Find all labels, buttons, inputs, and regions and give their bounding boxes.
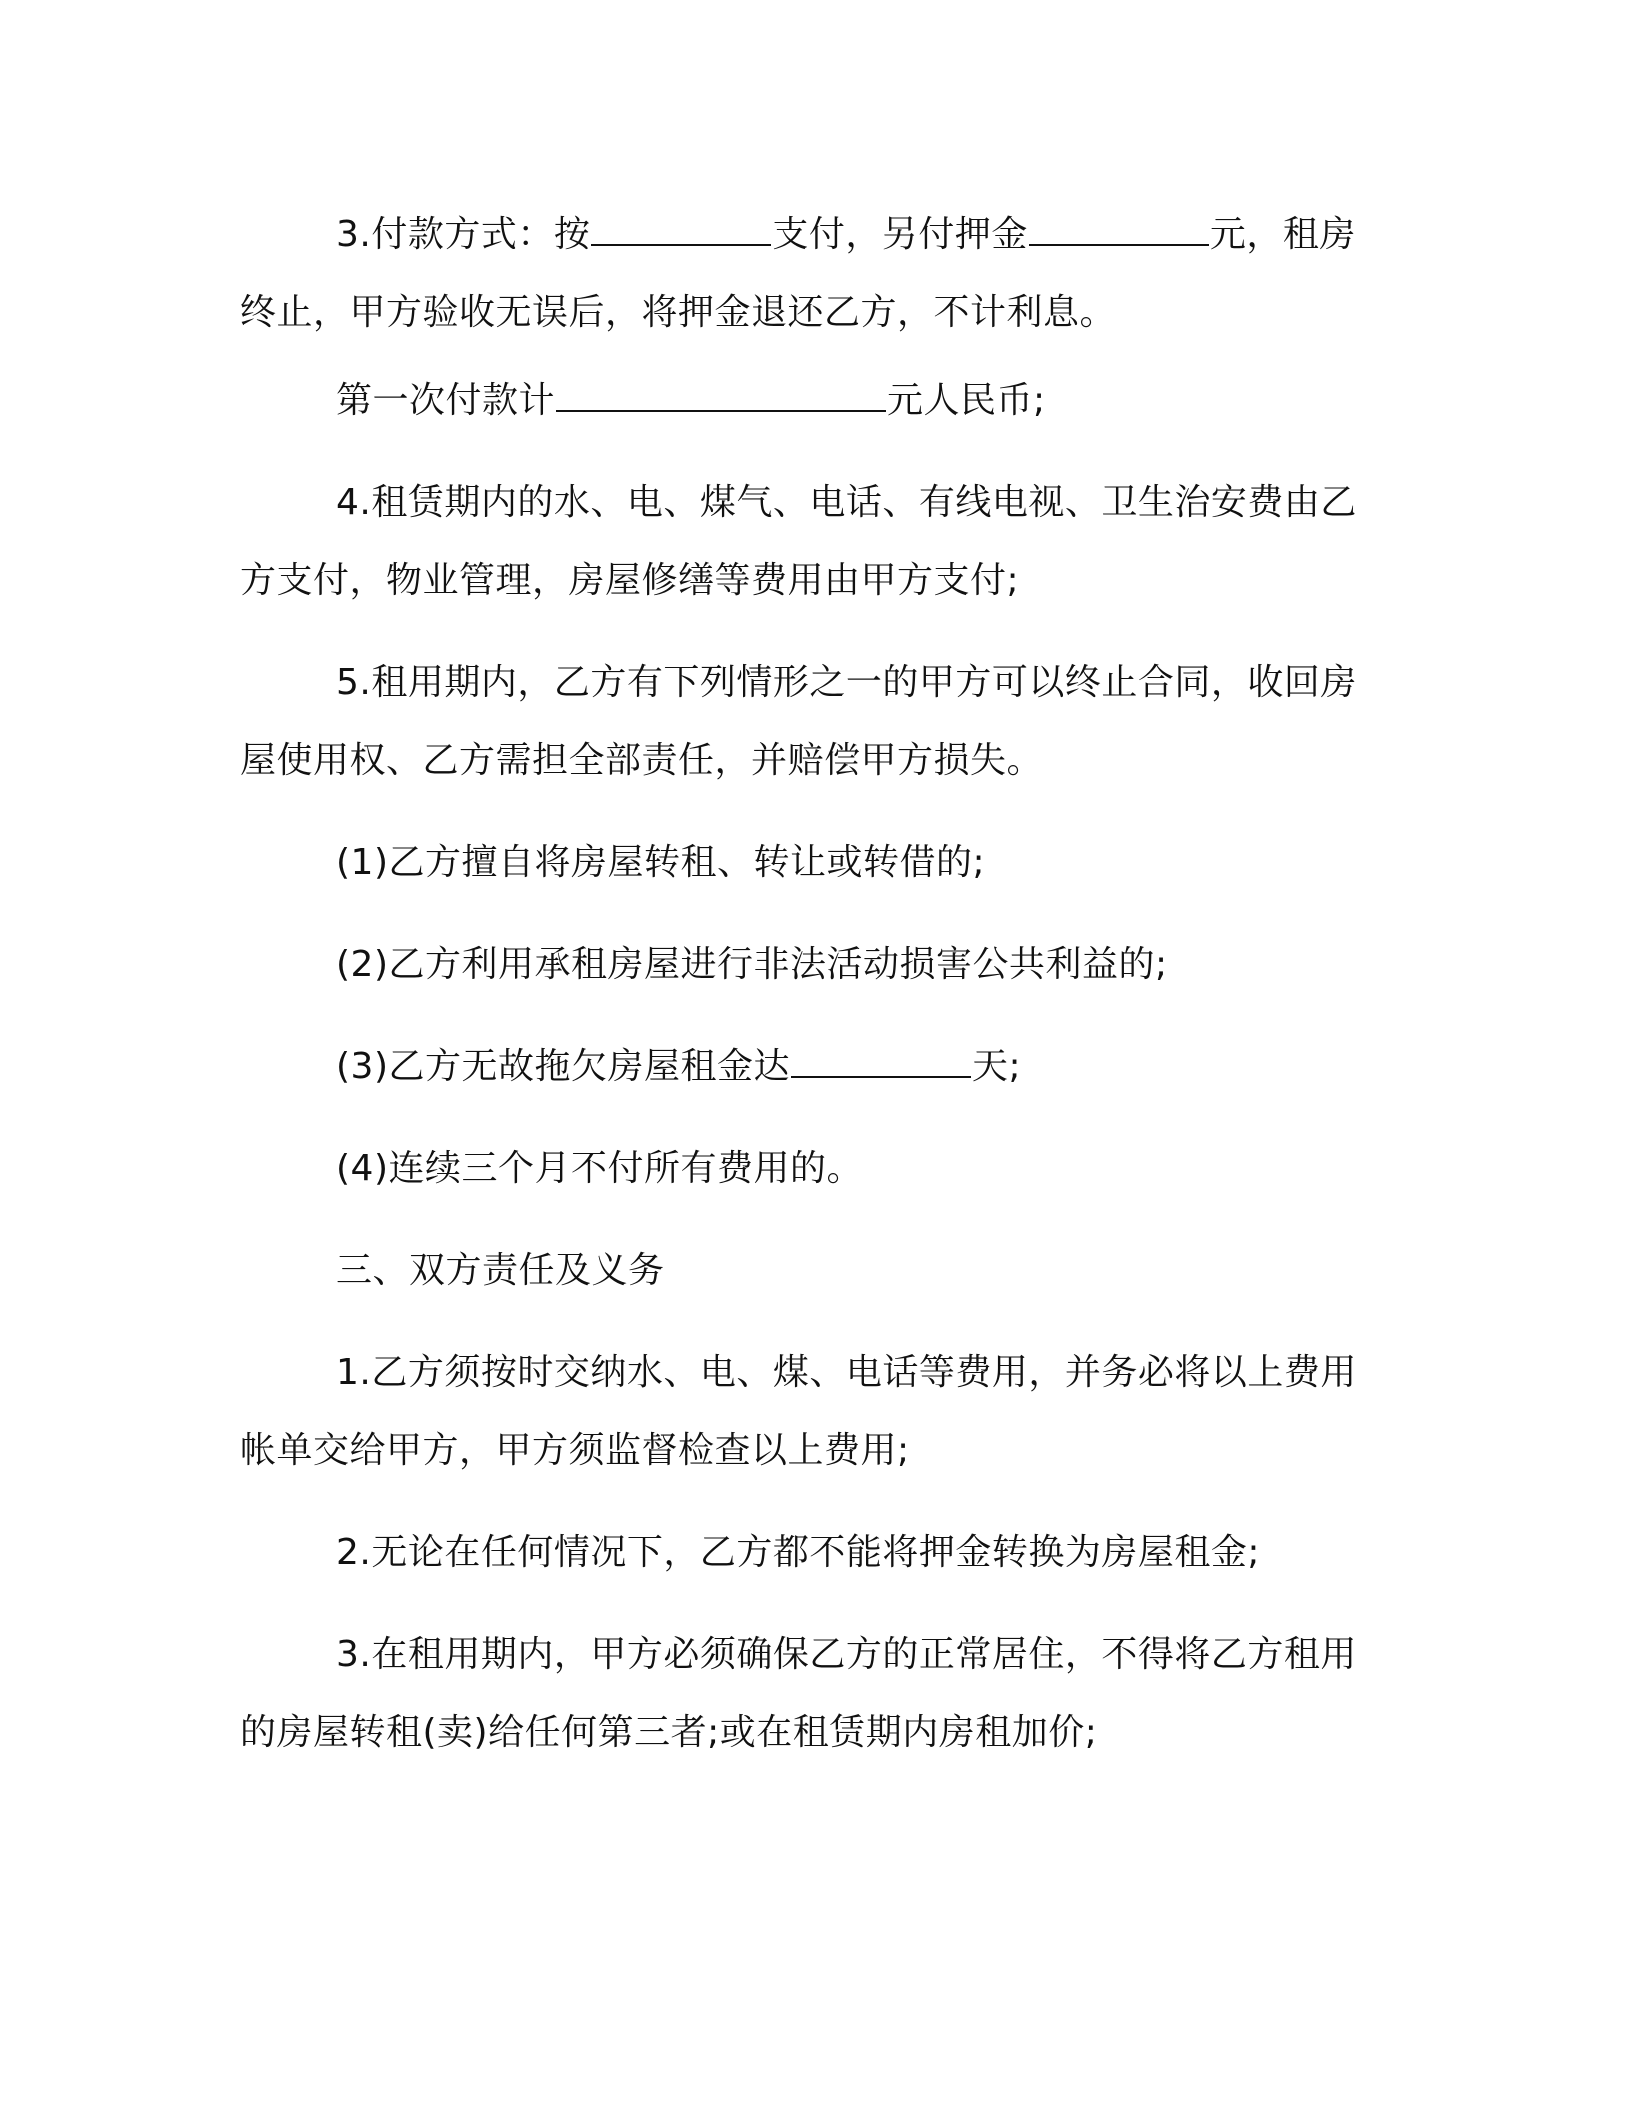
- list-item-sublet: [240, 824, 1390, 902]
- list-item-illegal-use: [240, 926, 1390, 1004]
- paragraph-tenant-fees: [240, 1334, 1390, 1490]
- fill-in-blank: [591, 210, 771, 246]
- paragraph-text: (2)乙方利用承租房屋进行非法活动损害公共利益的;: [336, 944, 1168, 985]
- paragraph-payment-method: [240, 196, 1390, 352]
- paragraph-utility-fees: [240, 464, 1390, 620]
- paragraph-text: (1)乙方擅自将房屋转租、转让或转借的;: [336, 842, 986, 883]
- paragraph-text: (4)连续三个月不付所有费用的。: [336, 1148, 863, 1189]
- paragraph-text: 4.租赁期内的水、电、煤气、电话、有线电视、卫生治安费由乙方支付，物业管理，房屋修缮等费用由甲方支付;: [240, 482, 1357, 601]
- paragraph-termination-conditions: [240, 644, 1390, 800]
- paragraph-deposit-rule: [240, 1514, 1390, 1592]
- paragraph-text: 1.乙方须按时交纳水、电、煤、电话等费用，并务必将以上费用帐单交给甲方，甲方须监督检查以上费用;: [240, 1352, 1357, 1471]
- fill-in-blank: [791, 1042, 971, 1078]
- paragraph-text: 2.无论在任何情况下，乙方都不能将押金转换为房屋租金;: [336, 1532, 1260, 1573]
- paragraph-text: 3.在租用期内，甲方必须确保乙方的正常居住，不得将乙方租用的房屋转租(卖)给任何第三者;或在租赁期内房租加价;: [240, 1634, 1357, 1753]
- fill-in-blank: [556, 376, 886, 412]
- paragraph-text: 第一次付款计: [336, 380, 556, 421]
- paragraph-text: 5.租用期内，乙方有下列情形之一的甲方可以终止合同，收回房屋使用权、乙方需担全部责任，并赔偿甲方损失。: [240, 662, 1357, 781]
- section-heading-responsibilities: [240, 1232, 1390, 1310]
- paragraph-text: 3.付款方式：按: [336, 214, 591, 255]
- paragraph-text: 元人民币;: [887, 380, 1046, 421]
- list-item-unpaid-fees: [240, 1130, 1390, 1208]
- paragraph-text: 支付，另付押金: [772, 214, 1028, 255]
- paragraph-landlord-guarantee: [240, 1616, 1390, 1772]
- fill-in-blank: [1029, 210, 1209, 246]
- list-item-rent-arrears: [240, 1028, 1390, 1106]
- paragraph-text: (3)乙方无故拖欠房屋租金达: [336, 1046, 790, 1087]
- paragraph-first-payment: [240, 362, 1390, 440]
- paragraph-text: 三、双方责任及义务: [336, 1250, 665, 1291]
- paragraph-text: 元，租房终止，甲方验收无误后，将押金退还乙方，不计利息。: [240, 214, 1356, 333]
- paragraph-text: 天;: [972, 1046, 1022, 1087]
